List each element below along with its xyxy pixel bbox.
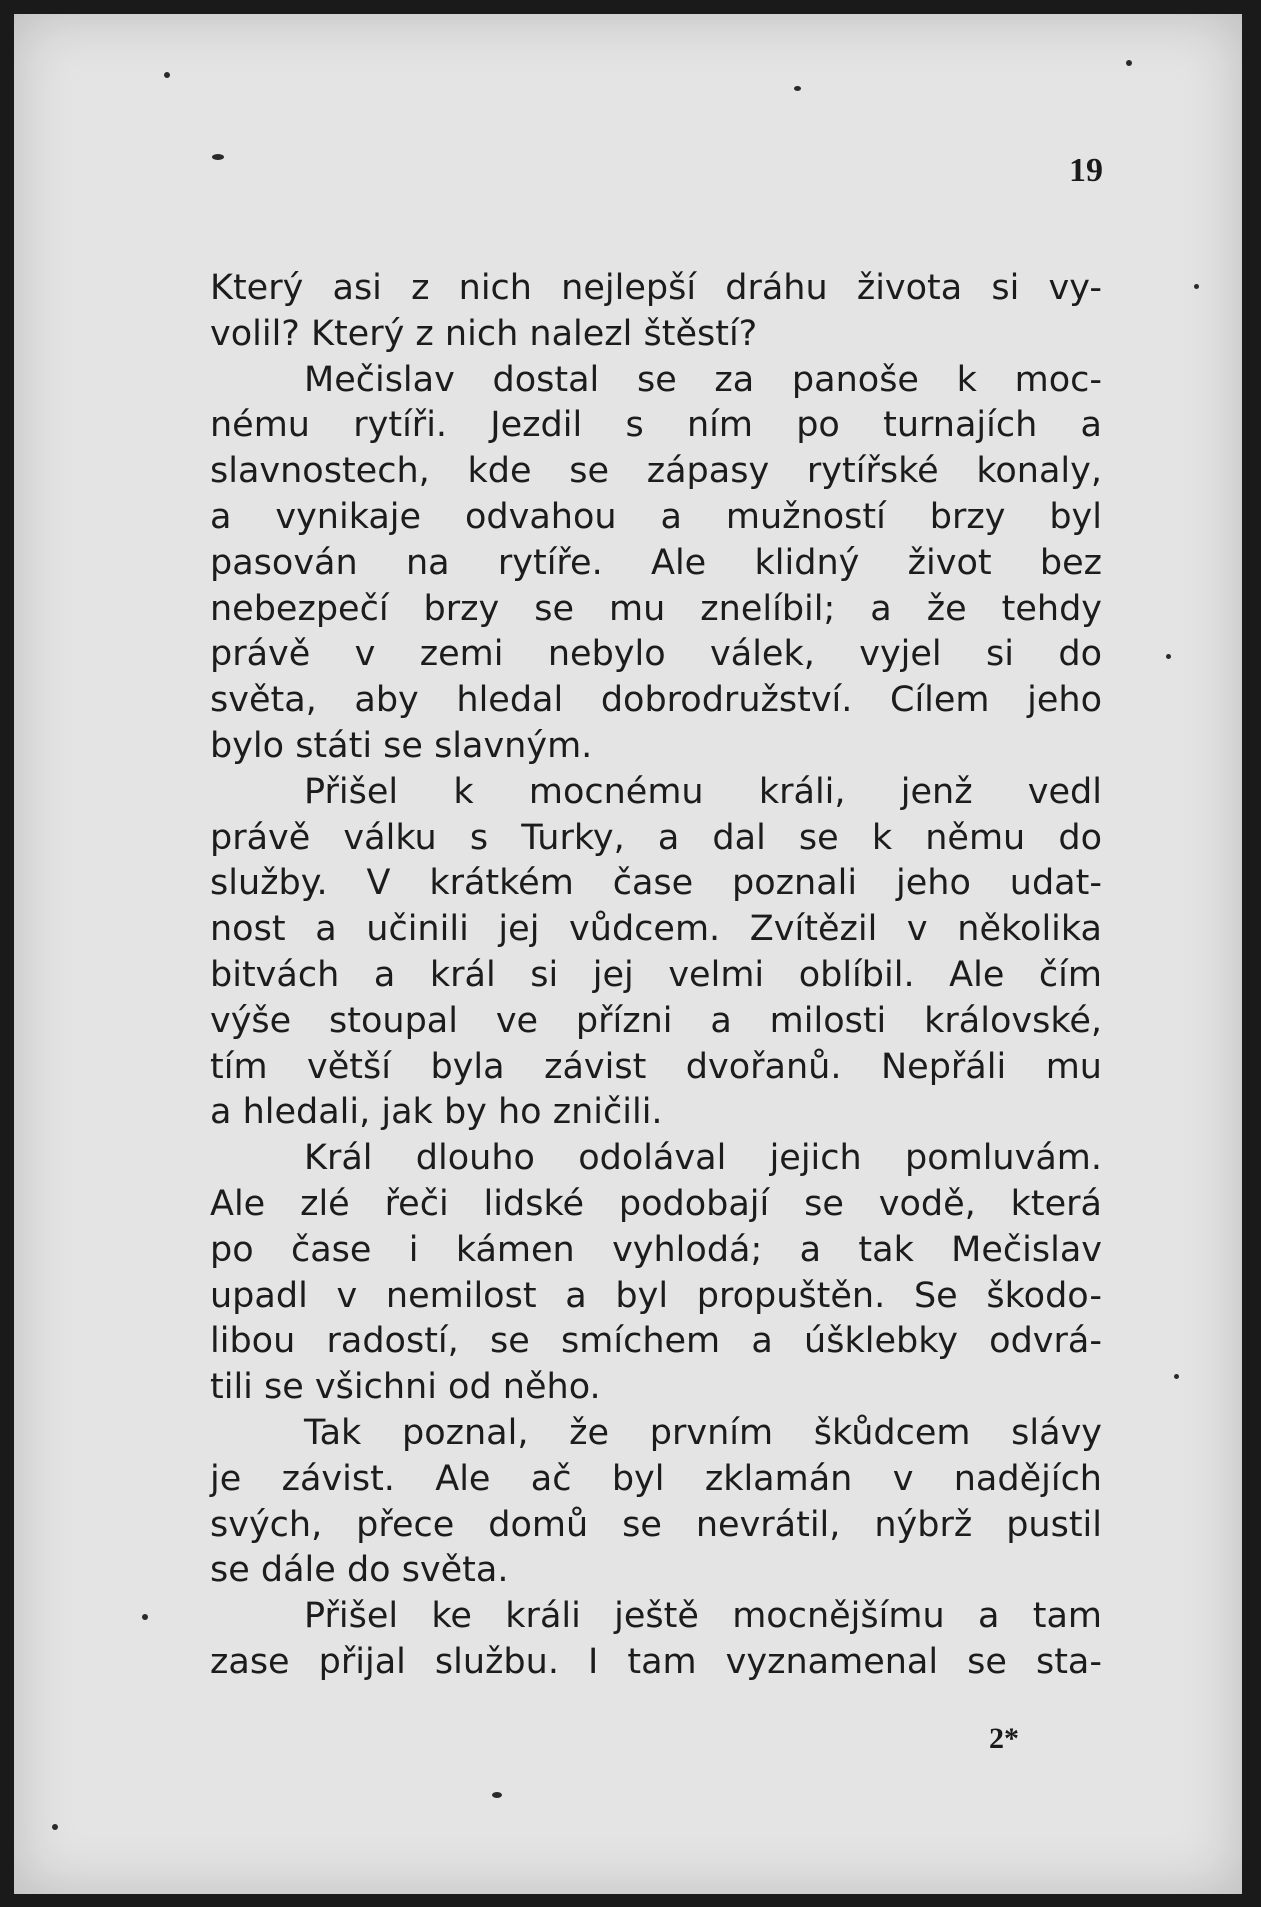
- text-line: svých, přece domů se nevrátil, nýbrž pustil: [210, 1504, 1102, 1545]
- text-line: je závist. Ale ač byl zklamán v nadějích: [210, 1458, 1102, 1499]
- text-line: libou radostí, se smíchem a úšklebky odvrá-: [210, 1321, 1102, 1362]
- page-number: 19: [1069, 152, 1103, 189]
- print-speck: [212, 154, 224, 160]
- print-speck: [492, 1792, 502, 1798]
- print-speck: [1126, 60, 1132, 66]
- text-line: a vynikaje odvahou a mužností brzy byl: [210, 496, 1102, 537]
- text-line: Přišel k mocnému králi, jenž vedl: [304, 771, 1102, 812]
- text-line: nebezpečí brzy se mu znelíbil; a že tehdy: [210, 588, 1102, 629]
- text-line: právě v zemi nebylo válek, vyjel si do: [210, 634, 1102, 675]
- text-line: pasován na rytíře. Ale klidný život bez: [210, 542, 1102, 583]
- text-line: služby. V krátkém čase poznali jeho udat-: [210, 863, 1102, 904]
- text-line: Který asi z nich nejlepší dráhu života si vy-: [210, 268, 1102, 308]
- text-line: bylo státi se slavným.: [210, 725, 593, 766]
- text-line: po čase i kámen vyhlodá; a tak Mečislav: [210, 1229, 1102, 1270]
- text-line: výše stoupal ve přízni a milosti královské,: [210, 1000, 1102, 1041]
- text-line: slavnostech, kde se zápasy rytířské konaly,: [210, 451, 1102, 492]
- text-line: tím větší byla závist dvořanů. Nepřáli mu: [210, 1046, 1102, 1087]
- text-line: Tak poznal, že prvním škůdcem slávy: [304, 1412, 1102, 1453]
- print-speck: [52, 1824, 58, 1830]
- print-speck: [1174, 1374, 1179, 1379]
- text-line: Mečislav dostal se za panoše k moc-: [304, 359, 1102, 400]
- text-line: bitvách a král si jej velmi oblíbil. Ale čím: [210, 954, 1102, 995]
- text-line: se dále do světa.: [210, 1550, 509, 1591]
- text-line: Král dlouho odolával jejich pomluvám.: [304, 1138, 1102, 1179]
- text-line: Ale zlé řeči lidské podobají se vodě, která: [210, 1183, 1102, 1224]
- book-page: [14, 14, 1242, 1894]
- text-line: Přišel ke králi ještě mocnějšímu a tam: [304, 1596, 1102, 1637]
- text-line: a hledali, jak by ho zničili.: [210, 1092, 663, 1133]
- text-line: volil? Který z nich nalezl štěstí?: [210, 313, 758, 354]
- text-line: nost a učinili jej vůdcem. Zvítězil v několika: [210, 909, 1102, 950]
- signature-mark: 2*: [989, 1722, 1019, 1755]
- print-speck: [164, 72, 170, 78]
- text-line: světa, aby hledal dobrodružství. Cílem jeho: [210, 680, 1102, 721]
- print-speck: [1166, 654, 1171, 659]
- body-text: [210, 266, 1102, 1686]
- text-line: zase přijal službu. I tam vyznamenal se sta-: [210, 1641, 1102, 1682]
- print-speck: [794, 86, 801, 91]
- text-line: nému rytíři. Jezdil s ním po turnajích a: [210, 405, 1102, 446]
- print-speck: [1194, 284, 1199, 289]
- text-line: upadl v nemilost a byl propuštěn. Se škodo-: [210, 1275, 1102, 1316]
- text-line: tili se všichni od něho.: [210, 1367, 601, 1408]
- print-speck: [142, 1614, 148, 1620]
- text-line: právě válku s Turky, a dal se k němu do: [210, 817, 1102, 858]
